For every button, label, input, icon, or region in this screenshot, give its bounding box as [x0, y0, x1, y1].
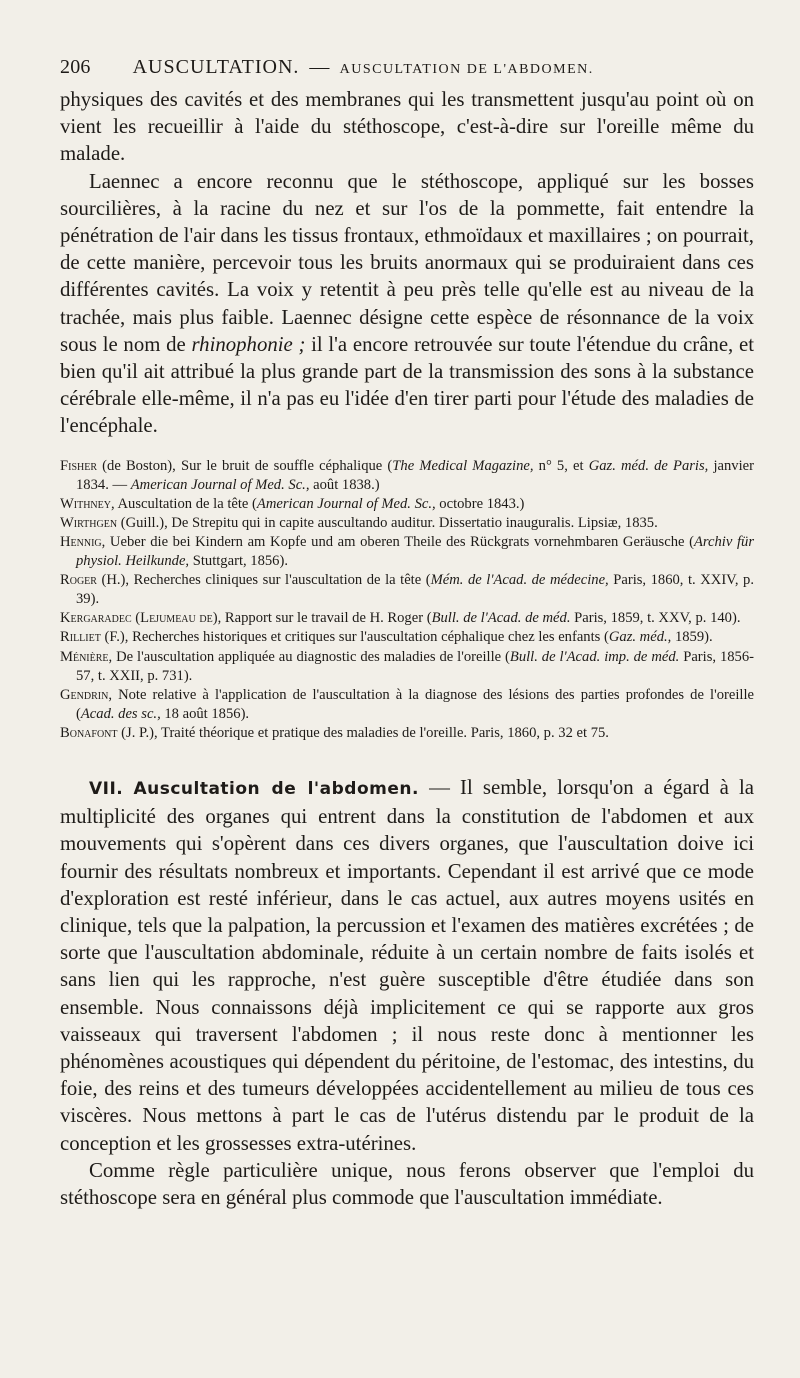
paragraph-closing: Comme règle particulière unique, nous ferons observer que l'emploi du stéthoscope sera en général plus commode que l'auscultation immédiate.: [60, 1158, 754, 1210]
book-page: [60, 52, 754, 1211]
section-vii: [60, 774, 754, 1157]
reference-entry: [60, 495, 754, 514]
reference-text: octobre 1843.): [435, 495, 525, 512]
bibliography: [60, 457, 754, 743]
reference-author: Bonafont: [60, 724, 118, 741]
reference-text: , Auscultation de la tête (: [111, 495, 257, 512]
running-head: [60, 52, 754, 86]
reference-entry: [60, 609, 754, 628]
section-lead-text: — Il semble, lorsqu'on a égard à la multiplicité des organes qui entrent dans la constitution de l'abdomen et aux mouvements qui s'opèrent dans ces divers organes, que l'auscultation doive ici fournir des résultats nombreux et importants. Cependant il est arrivé que ce mode d'exploration est resté inférieur, dans le cas actuel, aux autres moyens usités en clinique, tels que la palpation, la percussion et l'examen des matières excrétées ; de sorte que l'auscultation abdominale, réduite à un certain nombre de faits isolés et sans lien qui les rapproche, n'est guère susceptible d'être étudiée dans son ensemble. Nous connaissons déjà implicitement ce qui se rapporte aux gros vaisseaux qui traversent l'abdomen ; il nous reste donc à mentionner les phénomènes acoustiques qui dépendent du péritoine, de l'estomac, des intestins, du foie, des reins et des tumeurs développées accidentellement au milieu de tous ces viscères. Nous mettons à part le cas de l'utérus distendu par le produit de la conception et les grossesses extra-utérines.: [60, 776, 754, 1155]
paragraph-laennec: [60, 168, 754, 440]
term-rhinophonie: rhinophonie ;: [191, 332, 306, 356]
running-head-subtitle: AUSCULTATION DE L'ABDOMEN.: [339, 62, 594, 77]
reference-text: n° 5, et: [533, 457, 589, 474]
reference-text: Paris, 1859, t. XXV, p. 140).: [570, 610, 741, 627]
page-number: 206: [60, 56, 91, 78]
reference-entry: [60, 628, 754, 647]
laennec-text-2: il l'a encore retrouvée sur toute l'étendue du crâne, et bien qu'il ait attribué la plus grande part de la transmission des sons à la substance cérébrale elle-même, il n'a pas eu l'idée d'en tirer parti pour l'étude des maladies de l'encéphale.: [60, 332, 754, 438]
reference-source: Acad. des sc.,: [80, 705, 161, 722]
reference-source: The Medical Magazine,: [392, 457, 534, 474]
reference-entry: [60, 571, 754, 609]
section-number: VII.: [89, 779, 124, 800]
laennec-text-1: Laennec a encore reconnu que le stéthoscope, appliqué sur les bosses sourcilières, à la racine du nez et sur l'os de la pommette, fait entendre la pénétration de l'air dans les tissus frontaux, ethmoïdaux et maxillaires ; on pourrait, de cette manière, percevoir tous les bruits anormaux qui se produiraient dans ces différentes cavités. La voix y retentit à peu près telle qu'elle est au niveau de la trachée, mais plus faible. Laennec désigne cette espèce de résonnance de la voix sous le nom de: [60, 169, 754, 356]
reference-author: Wirthgen: [60, 514, 118, 531]
reference-source: Mém. de l'Acad. de médecine,: [430, 572, 609, 589]
reference-text: (de Boston), Sur le bruit de souffle céphalique (: [97, 457, 393, 474]
reference-source: Gaz. méd.,: [608, 629, 672, 646]
reference-text: (F.), Recherches historiques et critiques sur l'auscultation céphalique chez les enfants (: [100, 629, 609, 646]
reference-author: Ménière: [60, 648, 109, 665]
reference-author: Kergaradec (Lejumeau de): [60, 610, 218, 627]
reference-text: Stuttgart, 1856).: [189, 553, 288, 570]
reference-text: , Note relative à l'application de l'auscultation à la diagnose des lésions des parties profondes de l'oreille (: [76, 686, 754, 722]
reference-source: Gaz. méd. de Paris,: [588, 457, 709, 474]
reference-text: janvier 1834. —: [76, 457, 754, 493]
reference-entry: [60, 533, 754, 571]
reference-author: Hennig: [60, 534, 102, 551]
section-title: Auscultation de l'abdomen.: [133, 779, 419, 800]
reference-author: Fisher: [60, 457, 98, 474]
reference-author: Gendrin: [60, 686, 109, 703]
reference-source: American Journal of Med. Sc.,: [256, 495, 436, 512]
reference-author: Withney: [60, 495, 111, 512]
reference-author: Roger: [60, 572, 97, 589]
reference-entry: [60, 648, 754, 686]
paragraph-continuation: physiques des cavités et des membranes qui les transmettent jusqu'au point où on vient les recueillir à l'aide du stéthoscope, c'est-à-dire sur l'oreille même du malade.: [60, 88, 754, 166]
reference-entry: [60, 457, 754, 495]
reference-entry: [60, 514, 754, 533]
reference-text: 18 août 1856).: [160, 705, 250, 722]
running-head-separator: —: [309, 56, 330, 78]
running-head-title: AUSCULTATION.: [132, 56, 300, 78]
reference-author: Rilliet: [60, 629, 101, 646]
reference-entry: [60, 686, 754, 724]
reference-text: (J. P.), Traité théorique et pratique des maladies de l'oreille. Paris, 1860, p. 32 et 75.: [117, 724, 609, 741]
reference-text: août 1838.): [309, 476, 380, 493]
reference-entry: [60, 724, 754, 743]
reference-text: , De l'auscultation appliquée au diagnostic des maladies de l'oreille (: [108, 648, 510, 665]
reference-text: (H.), Recherches cliniques sur l'auscultation de la tête (: [96, 572, 431, 589]
reference-source: American Journal of Med. Sc.,: [130, 476, 310, 493]
reference-text: , Rapport sur le travail de H. Roger (: [217, 610, 432, 627]
reference-text: (Guill.), De Strepitu qui in capite auscultando auditur. Dissertatio inauguralis. Lipsiæ, 1835.: [117, 514, 658, 531]
reference-text: 1859).: [671, 629, 713, 646]
reference-text: Paris, 1860, t. XXIV, p. 39).: [76, 572, 754, 608]
reference-source: Archiv für physiol. Heilkunde,: [76, 534, 755, 570]
reference-source: Bull. de l'Acad. imp. de méd.: [509, 648, 680, 665]
reference-source: Bull. de l'Acad. de méd.: [431, 610, 571, 627]
reference-text: Paris, 1856-57, t. XXII, p. 731).: [76, 648, 754, 684]
reference-text: , Ueber die bei Kindern am Kopfe und am oberen Theile des Rückgrats vornehmbaren Geräusche (: [101, 534, 694, 551]
